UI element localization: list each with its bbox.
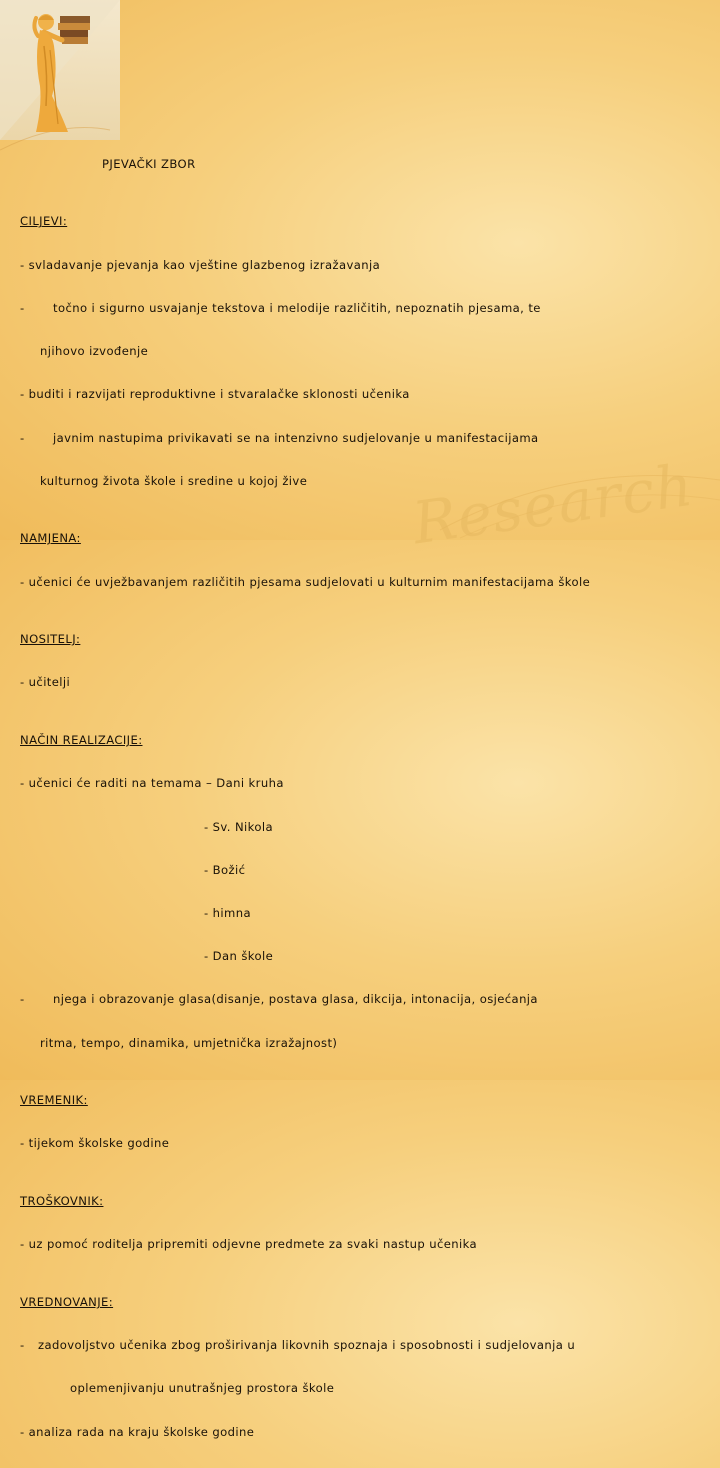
bullet-dash: - — [20, 1338, 25, 1353]
bullet-dash: - — [20, 300, 25, 315]
nacin-item-2-text: njega i obrazovanje glasa(disanje, postava glasa, dikcija, intonacija, osjećanja — [53, 992, 538, 1007]
bullet-dash: - — [20, 992, 25, 1007]
heading-troskovnik: TROŠKOVNIK: — [20, 1194, 104, 1209]
bullet-dash: - — [20, 430, 25, 445]
vremenik-item-1: - tijekom školske godine — [20, 1136, 170, 1151]
document-title: PJEVAČKI ZBOR — [102, 156, 196, 171]
topic-item: - himna — [204, 905, 251, 920]
heading-nacin-realizacije: NAČIN REALIZACIJE: — [20, 733, 143, 748]
ciljevi-item-4-cont: kulturnog života škole i sredine u kojoj žive — [40, 473, 308, 488]
ciljevi-item-2-cont: njihovo izvođenje — [40, 344, 149, 359]
document-body — [20, 128, 710, 1468]
heading-ciljevi: CILJEVI: — [20, 214, 68, 229]
ciljevi-item-2-text: točno i sigurno usvajanje tekstova i melodije različitih, nepoznatih pjesama, te — [53, 300, 541, 315]
topic-item: - Božić — [204, 862, 246, 877]
vrednovanje-item-1-cont: oplemenjivanju unutrašnjeg prostora škole — [70, 1381, 335, 1396]
topic-item: - Dan škole — [204, 949, 274, 964]
nacin-item-2-cont: ritma, tempo, dinamika, umjetnička izražajnost) — [40, 1035, 338, 1050]
vrednovanje-item-1-text: zadovoljstvo učenika zbog proširivanja likovnih spoznaja i sposobnosti i sudjelovanja u — [38, 1338, 576, 1353]
woman-statue-with-books-icon — [22, 6, 102, 134]
heading-nositelj: NOSITELJ: — [20, 632, 81, 647]
ciljevi-item-1: - svladavanje pjevanja kao vještine glazbenog izražavanja — [20, 257, 381, 272]
nacin-item-2 — [20, 992, 710, 1006]
heading-vrednovanje: VREDNOVANJE: — [20, 1294, 114, 1309]
troskovnik-item-1: - uz pomoć roditelja pripremiti odjevne predmete za svaki nastup učenika — [20, 1237, 478, 1252]
vrednovanje-item-1 — [20, 1338, 710, 1352]
ciljevi-item-4 — [20, 431, 710, 445]
nacin-item-1: - učenici će raditi na temama – Dani kruha — [20, 776, 284, 791]
watermark-text: Research — [408, 450, 698, 558]
vrednovanje-item-2: - analiza rada na kraju školske godine — [20, 1424, 255, 1439]
heading-namjena: NAMJENA: — [20, 531, 81, 546]
nositelj-item-1: - učitelji — [20, 675, 71, 690]
heading-vremenik: VREMENIK: — [20, 1093, 88, 1108]
ciljevi-item-2 — [20, 301, 710, 315]
topic-item: - Sv. Nikola — [204, 819, 273, 834]
ciljevi-item-4-text: javnim nastupima privikavati se na intenzivno sudjelovanje u manifestacijama — [53, 430, 539, 445]
ciljevi-item-3: - buditi i razvijati reproduktivne i stvaralačke sklonosti učenika — [20, 387, 410, 402]
namjena-item-1: - učenici će uvježbavanjem različitih pjesama sudjelovati u kulturnim manifestacijama škole — [20, 574, 591, 589]
